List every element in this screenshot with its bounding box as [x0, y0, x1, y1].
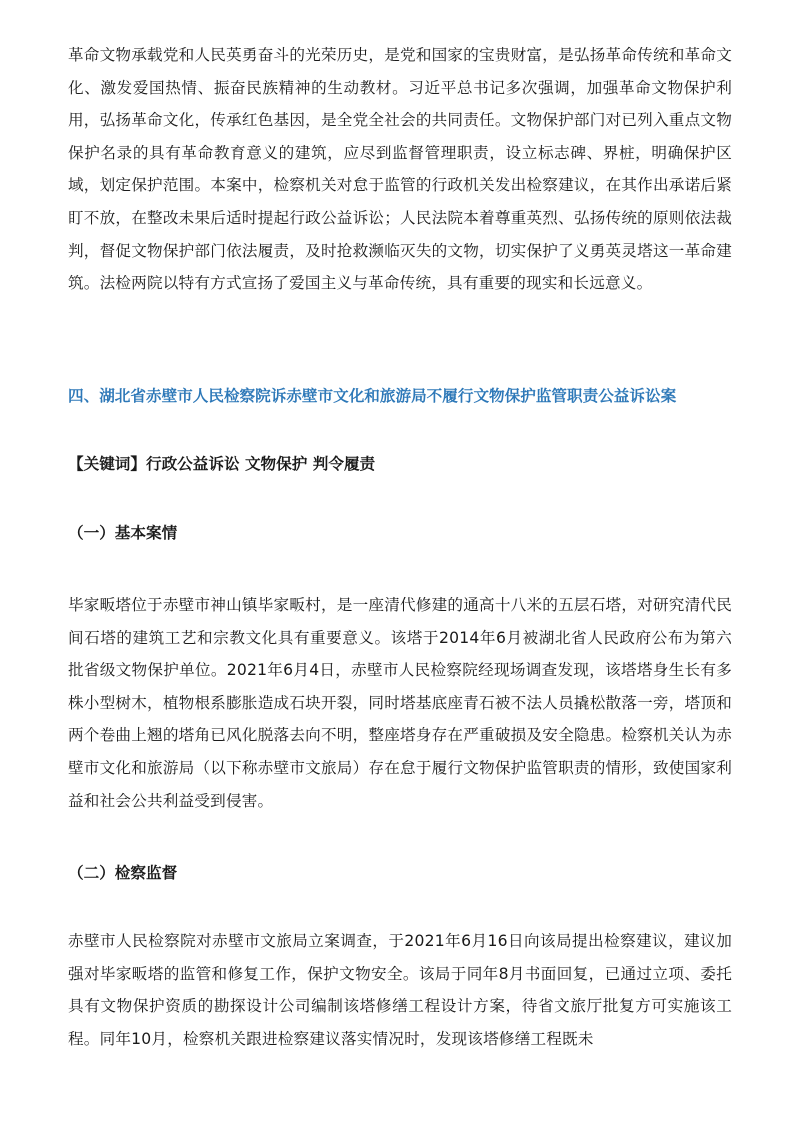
keywords-line: 【关键词】行政公益诉讼 文物保护 判令履责 [68, 455, 376, 473]
commentary-paragraph: 革命文物承载党和人民英勇奋斗的光荣历史，是党和国家的宝贵财富，是弘扬革命传统和革命文化、激发爱国热情、振奋民族精神的生动教材。习近平总书记多次强调，加强革命文物保护利用，弘扬革命文化，传承红色基因，是全党全社会的共同责任。文物保护部门对已列入重点文物保护名录的具有革命教育意义的建筑，应尽到监督管理职责，设立标志碑、界桩，明确保护区域，划定保护范围。本案中，检察机关对怠于监管的行政机关发出检察建议，在其作出承诺后紧盯不放，在整改未果后适时提起行政公益诉讼；人民法院本着尊重英烈、弘扬传统的原则依法裁判，督促文物保护部门依法履责，及时抢救濒临灭失的文物，切实保护了义勇英灵塔这一革命建筑。法检两院以特有方式宣扬了爱国主义与革命传统，具有重要的现实和长远意义。 [68, 46, 732, 293]
section-basic-facts-body: 毕家畈塔位于赤壁市神山镇毕家畈村，是一座清代修建的通高十八米的五层石塔，对研究清代民间石塔的建筑工艺和宗教文化具有重要意义。该塔于2014年6月被湖北省人民政府公布为第六批省级文物保护单位。2021年6月4日，赤壁市人民检察院经现场调查发现，该塔塔身生长有多株小型树木，植物根系膨胀造成石块开裂，同时塔基底座青石被不法人员撬松散落一旁，塔顶和两个卷曲上翘的塔角已风化脱落去向不明，整座塔身存在严重破损及安全隐患。检察机关认为赤壁市文化和旅游局（以下称赤壁市文旅局）存在怠于履行文物保护监管职责的情形，致使国家利益和社会公共利益受到侵害。 [68, 596, 732, 810]
section-procuratorial-supervision-body: 赤壁市人民检察院对赤壁市文旅局立案调查，于2021年6月16日向该局提出检察建议，建议加强对毕家畈塔的监管和修复工作，保护文物安全。该局于同年8月书面回复，已通过立项、委托具有文物保护资质的勘探设计公司编制该塔修缮工程设计方案，待省文旅厅批复方可实施该工程。同年10月，检察机关跟进检察建议落实情况时，发现该塔修缮工程既未 [68, 932, 732, 1048]
section-procuratorial-supervision-title: （二）检察监督 [68, 864, 178, 882]
case-title: 四、湖北省赤壁市人民检察院诉赤壁市文化和旅游局不履行文物保护监管职责公益诉讼案 [68, 387, 677, 405]
section-basic-facts-title: （一）基本案情 [68, 524, 178, 542]
